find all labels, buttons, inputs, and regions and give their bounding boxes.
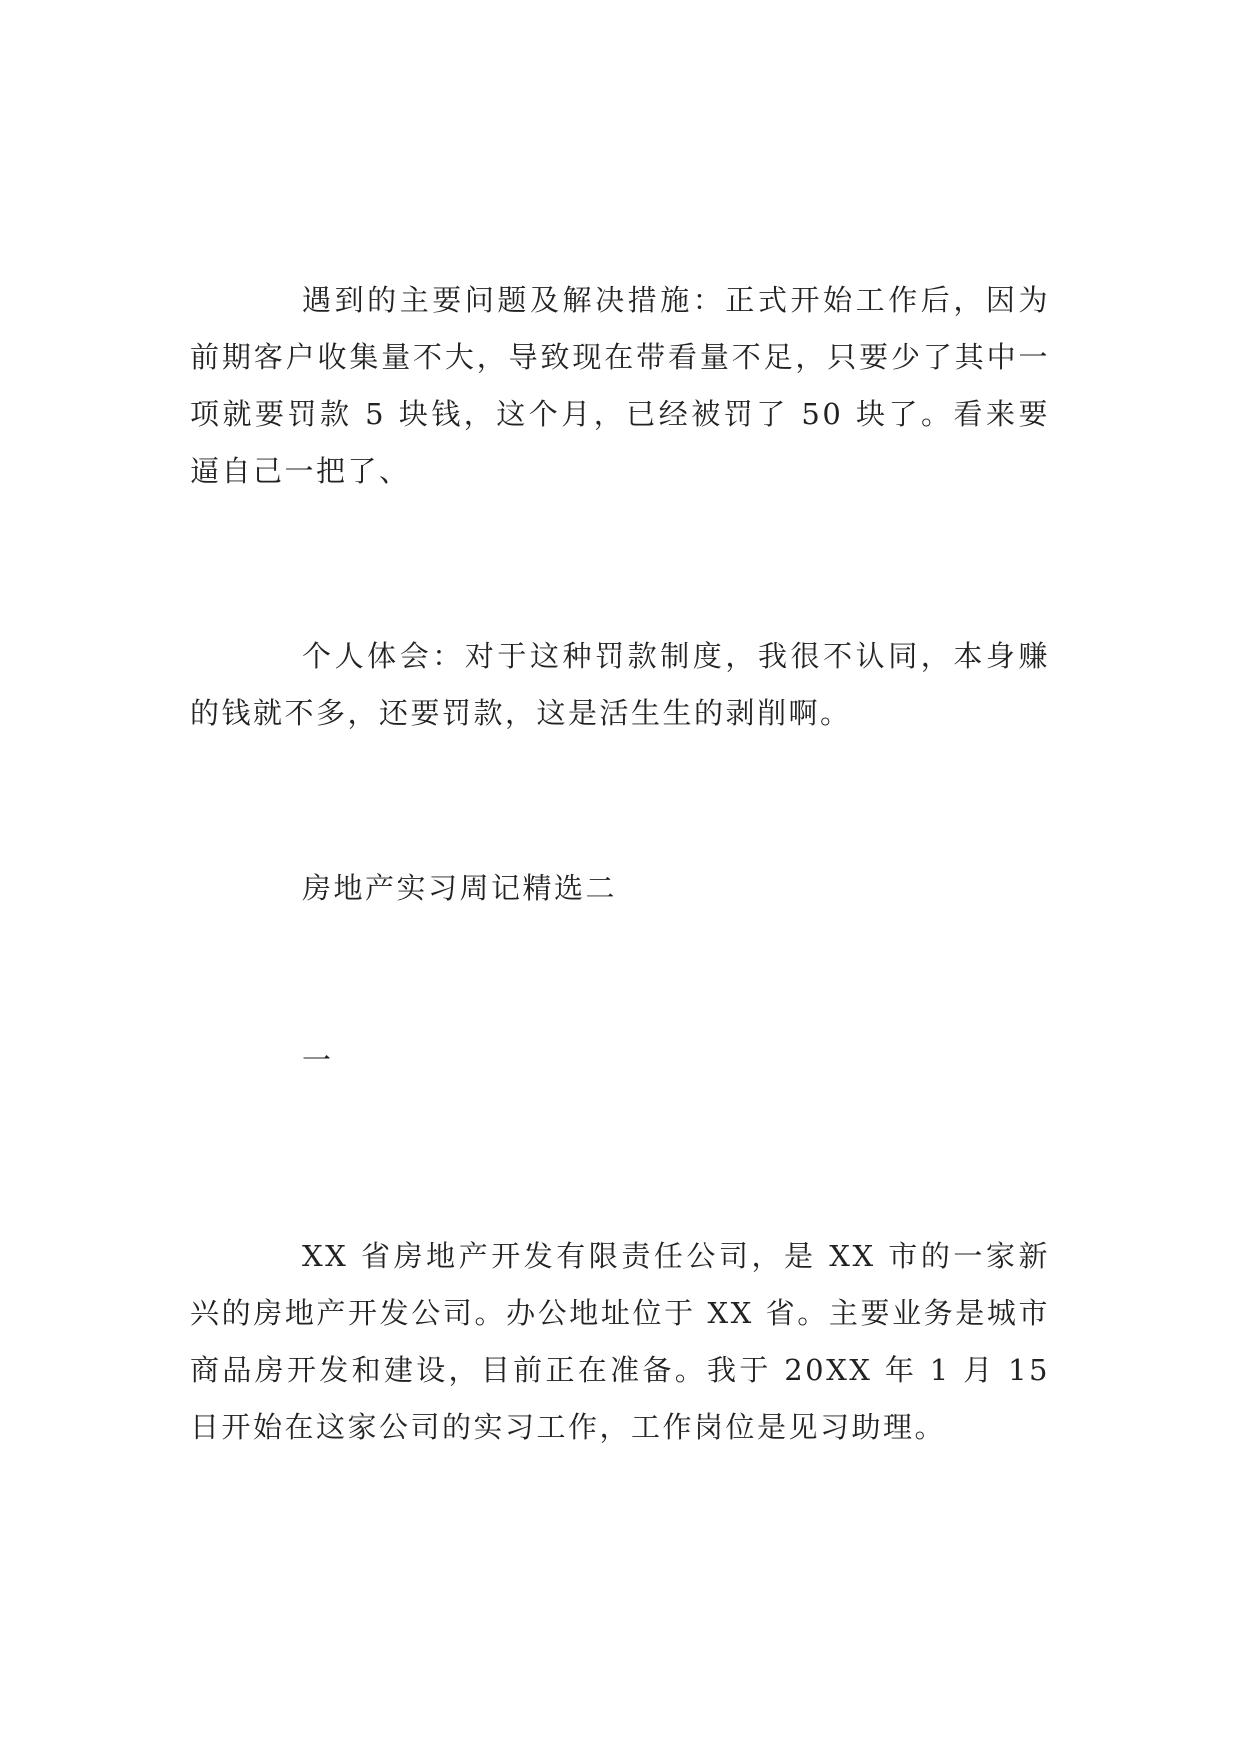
paragraph-personal-reflection: 个人体会：对于这种罚款制度，我很不认同，本身赚的钱就不多，还要罚款，这是活生生的剥削啊。 <box>190 639 1050 730</box>
paragraph-company-intro: XX 省房地产开发有限责任公司，是 XX 市的一家新兴的房地产开发公司。办公地址位于 XX 省。主要业务是城市商品房开发和建设，目前正在准备。我于 20XX 年 1 月 15 日开始在这家公司的实习工作，工作岗位是见习助理。 <box>190 1239 1050 1444</box>
section-heading: 房地产实习周记精选二 <box>302 871 618 905</box>
section-number: 一 <box>302 1043 334 1077</box>
paragraph-problems-solutions: 遇到的主要问题及解决措施：正式开始工作后，因为前期客户收集量不大，导致现在带看量不足，只要少了其中一项就要罚款 5 块钱，这个月，已经被罚了 50 块了。看来要逼自己一把了、 <box>190 283 1050 488</box>
